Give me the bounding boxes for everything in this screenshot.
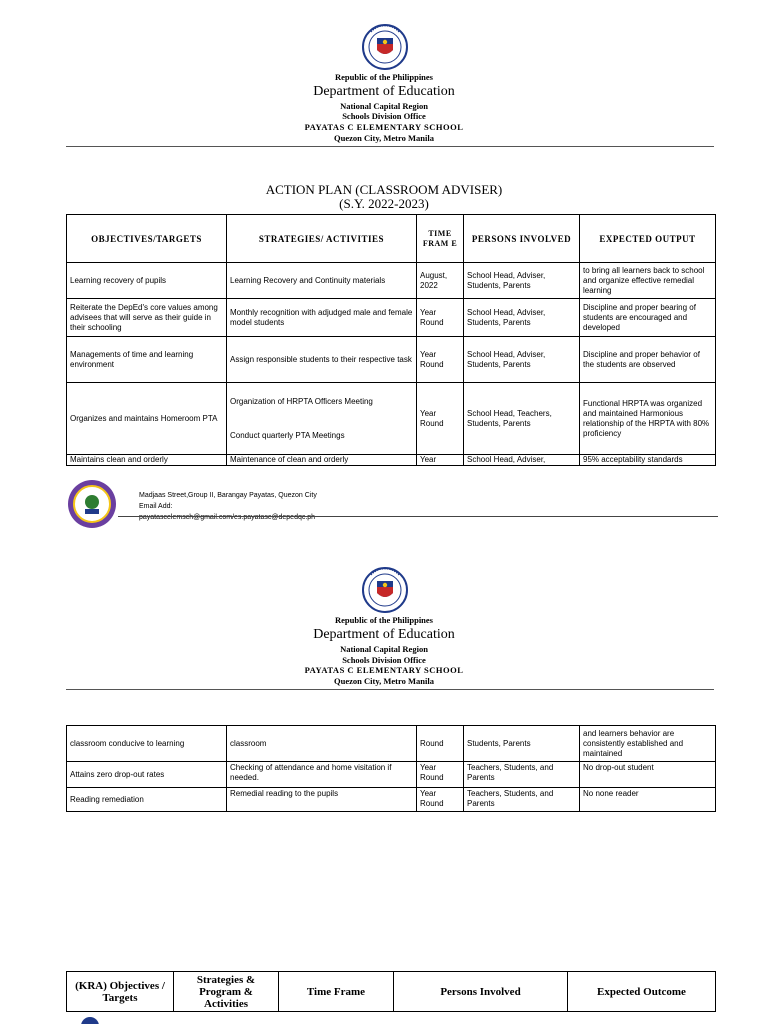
- header-objectives: OBJECTIVES/TARGETS: [67, 215, 227, 263]
- division-line: Schools Division Office: [342, 111, 426, 121]
- cell-objective: Reiterate the DepEd's core values among advisees that will serve as their guide in their schooling: [67, 299, 227, 337]
- cell-output: Functional HRPTA was organized and maintained Harmonious relationship of the HRPTA with 80% proficiency: [580, 383, 716, 455]
- city-line: Quezon City, Metro Manila: [334, 676, 434, 686]
- table-row: [67, 726, 716, 762]
- cell-persons: Teachers, Students, and Parents: [464, 762, 580, 788]
- table-row: [67, 337, 716, 383]
- cell-time: Year Round: [417, 788, 464, 812]
- footer-address: Madjaas Street,Group II, Barangay Payatas, Quezon City: [139, 492, 317, 499]
- footer-email-label: Email Add:: [139, 503, 173, 510]
- division-line: Schools Division Office: [342, 655, 426, 665]
- city-line: Quezon City, Metro Manila: [334, 133, 434, 143]
- cell-time: Year Round: [417, 299, 464, 337]
- action-plan-table: [66, 214, 716, 466]
- document-title: ACTION PLAN (CLASSROOM ADVISER): [265, 182, 503, 197]
- header-expected-output: EXPECTED OUTPUT: [580, 215, 716, 263]
- cell-objective: classroom conducive to learning: [67, 726, 227, 762]
- cell-objective: Learning recovery of pupils: [67, 263, 227, 299]
- cell-time: Year Round: [417, 762, 464, 788]
- cell-output: and learners behavior are consistently established and maintained: [580, 726, 716, 762]
- footer-email: payatascelemsch@gmail.com/es.payatasc@depedqc.ph: [139, 514, 316, 521]
- cell-strategy-line: Organization of HRPTA Officers Meeting: [230, 396, 373, 406]
- cell-strategy: Monthly recognition with adjudged male and female model students: [227, 299, 417, 337]
- cell-strategy: Maintenance of clean and orderly: [227, 455, 417, 466]
- table-row: [67, 788, 716, 812]
- header-divider: [66, 146, 714, 147]
- table-row: [67, 299, 716, 337]
- cell-output: to bring all learners back to school and organize effective remedial learning: [580, 263, 716, 299]
- deped-seal-icon: [362, 24, 408, 70]
- cell-objective: Reading remediation: [67, 788, 227, 812]
- cell-persons: School Head, Adviser,: [464, 455, 580, 466]
- republic-line: Republic of the Philippines: [334, 615, 433, 625]
- table-row: [67, 263, 716, 299]
- kra-header-objectives: (KRA) Objectives / Targets: [67, 972, 174, 1012]
- cell-objective: Attains zero drop-out rates: [67, 762, 227, 788]
- kra-header-outcome: Expected Outcome: [568, 972, 716, 1012]
- cell-objective: Maintains clean and orderly: [67, 455, 227, 466]
- cell-persons: School Head, Adviser, Students, Parents: [464, 299, 580, 337]
- cell-strategy-line: Conduct quarterly PTA Meetings: [230, 430, 345, 440]
- department-name: Department of Education: [313, 627, 455, 642]
- cell-persons: School Head, Adviser, Students, Parents: [464, 337, 580, 383]
- region-line: National Capital Region: [340, 101, 428, 111]
- deped-seal-icon: [362, 567, 408, 613]
- deped-seal-partial-icon: [80, 1016, 100, 1024]
- header-persons: PERSONS INVOLVED: [464, 215, 580, 263]
- school-name: PAYATAS C ELEMENTARY SCHOOL: [304, 665, 464, 675]
- cell-output: Discipline and proper bearing of students are encouraged and developed: [580, 299, 716, 337]
- department-name: Department of Education: [313, 84, 455, 99]
- cell-persons: Teachers, Students, and Parents: [464, 788, 580, 812]
- header-time-frame: TIME FRAM E: [417, 215, 464, 263]
- table-row: [67, 762, 716, 788]
- cell-time: Round: [417, 726, 464, 762]
- header-divider: [66, 689, 714, 690]
- region-line: National Capital Region: [340, 644, 428, 654]
- header-strategies: STRATEGIES/ ACTIVITIES: [227, 215, 417, 263]
- table-row: [67, 455, 716, 466]
- cell-output: No none reader: [580, 788, 716, 812]
- cell-objective: Managements of time and learning environment: [67, 337, 227, 383]
- table-row: [67, 383, 716, 455]
- cell-strategy: Remedial reading to the pupils: [227, 788, 417, 812]
- cell-time: Year Round: [417, 383, 464, 455]
- cell-strategy: Learning Recovery and Continuity materials: [227, 263, 417, 299]
- action-plan-table-continued: [66, 725, 716, 812]
- republic-line: Republic of the Philippines: [334, 72, 433, 82]
- school-year: (S.Y. 2022-2023): [339, 196, 429, 211]
- cell-output: No drop-out student: [580, 762, 716, 788]
- kra-header-row: [67, 972, 716, 1012]
- cell-output: Discipline and proper behavior of the students are observed: [580, 337, 716, 383]
- footer-divider: [118, 516, 718, 517]
- cell-time: Year: [417, 455, 464, 466]
- cell-strategy: [227, 383, 417, 455]
- kra-table: [66, 971, 716, 1012]
- cell-persons: School Head, Adviser, Students, Parents: [464, 263, 580, 299]
- table-header-row: [67, 215, 716, 263]
- kra-header-time-frame: Time Frame: [279, 972, 394, 1012]
- cell-strategy: classroom: [227, 726, 417, 762]
- cell-time: Year Round: [417, 337, 464, 383]
- cell-output: 95% acceptability standards: [580, 455, 716, 466]
- school-logo-icon: [66, 478, 118, 530]
- cell-strategy: Assign responsible students to their respective task: [227, 337, 417, 383]
- school-name: PAYATAS C ELEMENTARY SCHOOL: [304, 122, 464, 132]
- cell-persons: School Head, Teachers, Students, Parents: [464, 383, 580, 455]
- cell-strategy: Checking of attendance and home visitation if needed.: [227, 762, 417, 788]
- cell-time: August, 2022: [417, 263, 464, 299]
- cell-objective: Organizes and maintains Homeroom PTA: [67, 383, 227, 455]
- cell-persons: Students, Parents: [464, 726, 580, 762]
- kra-header-persons: Persons Involved: [394, 972, 568, 1012]
- kra-header-strategies: Strategies & Program & Activities: [174, 972, 279, 1012]
